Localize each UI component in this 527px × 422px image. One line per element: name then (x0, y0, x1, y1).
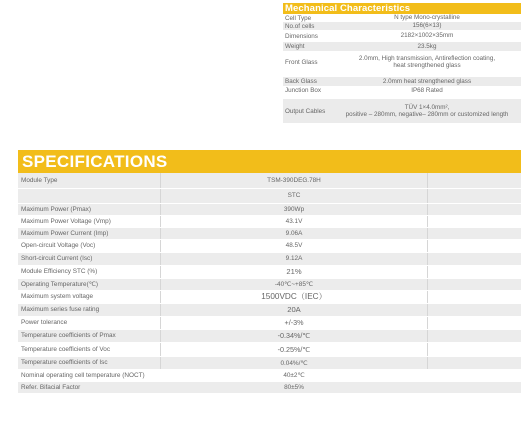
mechanical-row-value-line: heat strengthened glass (393, 62, 461, 69)
spec-value: 1500VDC（IEC） (161, 290, 428, 303)
mechanical-row-label: Output Cables (285, 107, 326, 115)
spec-label: Refer. Bifacial Factor (18, 381, 161, 393)
spec-empty-cell (428, 215, 522, 227)
mechanical-row-value (337, 55, 521, 69)
spec-empty-cell (428, 329, 522, 342)
mechanical-row-value (337, 22, 521, 29)
mechanical-row (283, 77, 521, 86)
spec-label: Temperature coefficients of Isc (18, 356, 161, 369)
spec-label: Maximum Power Voltage (Vmp) (18, 215, 161, 227)
table-row (18, 227, 521, 239)
spec-empty-cell (428, 369, 522, 381)
table-row (18, 188, 521, 203)
table-row (18, 381, 521, 393)
table-row (18, 239, 521, 252)
spec-value: +/-3% (161, 316, 428, 329)
spec-empty-cell (428, 173, 522, 188)
mechanical-row (283, 14, 521, 22)
spec-label: Operating Temperature(℃) (18, 278, 161, 290)
mechanical-row-value-line: positive – 280mm, negative– 280mm or customized length (345, 111, 509, 118)
mechanical-row-value (337, 14, 521, 21)
spec-label: Maximum Power (Pmax) (18, 203, 161, 215)
table-row (18, 329, 521, 342)
specifications-table (18, 173, 521, 394)
spec-label: Maximum system voltage (18, 290, 161, 303)
mechanical-characteristics-title: Mechanical Characteristics (283, 3, 521, 14)
spec-label: Module Type (18, 173, 161, 188)
spec-label (18, 188, 161, 203)
spec-value: -0.34%/℃ (161, 329, 428, 342)
mechanical-characteristics-rows (283, 14, 521, 123)
mechanical-row-label: No.of cells (285, 22, 315, 30)
mechanical-row-value-line: N type Mono-crystalline (394, 14, 460, 22)
spec-empty-cell (428, 381, 522, 393)
mechanical-row-value (337, 87, 521, 94)
mechanical-row (283, 42, 521, 51)
spec-empty-cell (428, 342, 522, 356)
mechanical-row-value-line: 23.5kg (417, 42, 437, 50)
mechanical-row (283, 99, 521, 123)
table-row (18, 316, 521, 329)
table-row (18, 215, 521, 227)
spec-value: 48.5V (161, 239, 428, 252)
mechanical-row-value-line: 2.0mm heat strengthened glass (382, 77, 472, 85)
table-row (18, 356, 521, 369)
spec-empty-cell (428, 239, 522, 252)
mechanical-row-value-line: 2.0mm, High transmission, Antireflection coating, (358, 54, 496, 62)
spec-label: Module Efficiency STC (%) (18, 265, 161, 278)
mechanical-row-value (337, 43, 521, 50)
spec-label: Short-circuit Current (Isc) (18, 252, 161, 265)
spec-empty-cell (428, 290, 522, 303)
mechanical-row-label: Junction Box (285, 87, 322, 94)
table-row (18, 369, 521, 381)
spec-empty-cell (428, 265, 522, 278)
mechanical-row-value-line: 2182×1002×35mm (400, 32, 454, 40)
specifications-title: SPECIFICATIONS (18, 150, 521, 173)
spec-value: 21% (161, 265, 428, 278)
spec-empty-cell (428, 252, 522, 265)
table-row (18, 290, 521, 303)
mechanical-row (283, 51, 521, 73)
spec-value: 43.1V (161, 215, 428, 227)
spec-empty-cell (428, 356, 522, 369)
mechanical-row-value-line: IP68 Rated (411, 86, 443, 94)
specifications-panel (18, 150, 521, 394)
spec-value: STC (161, 188, 428, 203)
spec-label: Temperature coefficients of Pmax (18, 329, 161, 342)
spec-empty-cell (428, 316, 522, 329)
spec-value: 40±2℃ (161, 369, 428, 381)
spec-label: Maximum Power Current (Imp) (18, 227, 161, 239)
table-row (18, 252, 521, 265)
spec-value: 0.04%/℃ (161, 356, 428, 369)
table-row (18, 203, 521, 215)
spec-value: -0.25%/℃ (161, 342, 428, 356)
mechanical-row-label: Front Glass (285, 58, 318, 66)
mechanical-row-value-line: 156(6×13) (412, 22, 442, 30)
table-row (18, 173, 521, 188)
mechanical-row (283, 30, 521, 42)
table-row (18, 265, 521, 278)
mechanical-row-value (337, 78, 521, 85)
mechanical-row-value-line: TÜV 1×4.0mm², (404, 103, 450, 111)
spec-empty-cell (428, 188, 522, 203)
mechanical-characteristics-panel (283, 3, 521, 123)
spec-value: 9.06A (161, 227, 428, 239)
mechanical-row-value (337, 104, 521, 118)
spec-value: 390Wp (161, 203, 428, 215)
spec-empty-cell (428, 227, 522, 239)
spec-label: Temperature coefficients of Voc (18, 342, 161, 356)
spec-value: -40℃~+85℃ (161, 278, 428, 290)
spec-empty-cell (428, 203, 522, 215)
mechanical-row-value (337, 32, 521, 39)
spec-value: 9.12A (161, 252, 428, 265)
spec-empty-cell (428, 303, 522, 316)
spec-empty-cell (428, 278, 522, 290)
table-row (18, 342, 521, 356)
mechanical-row (283, 22, 521, 30)
spec-label: Nominal operating cell temperature (NOCT) (18, 369, 161, 381)
spec-value: 20A (161, 303, 428, 316)
spec-label: Maximum series fuse rating (18, 303, 161, 316)
spec-value: 80±5% (161, 381, 428, 393)
mechanical-row-label: Back Glass (285, 78, 317, 85)
mechanical-row-label: Weight (285, 43, 305, 50)
mechanical-row-label: Cell Type (285, 14, 312, 22)
table-row (18, 303, 521, 316)
table-row (18, 278, 521, 290)
spec-label: Open-circuit Voltage (Voc) (18, 239, 161, 252)
mechanical-row-label: Dimensions (285, 32, 318, 40)
spec-label: Power tolerance (18, 316, 161, 329)
mechanical-row (283, 86, 521, 95)
spec-value: TSM-390DEG.78H (161, 173, 428, 188)
